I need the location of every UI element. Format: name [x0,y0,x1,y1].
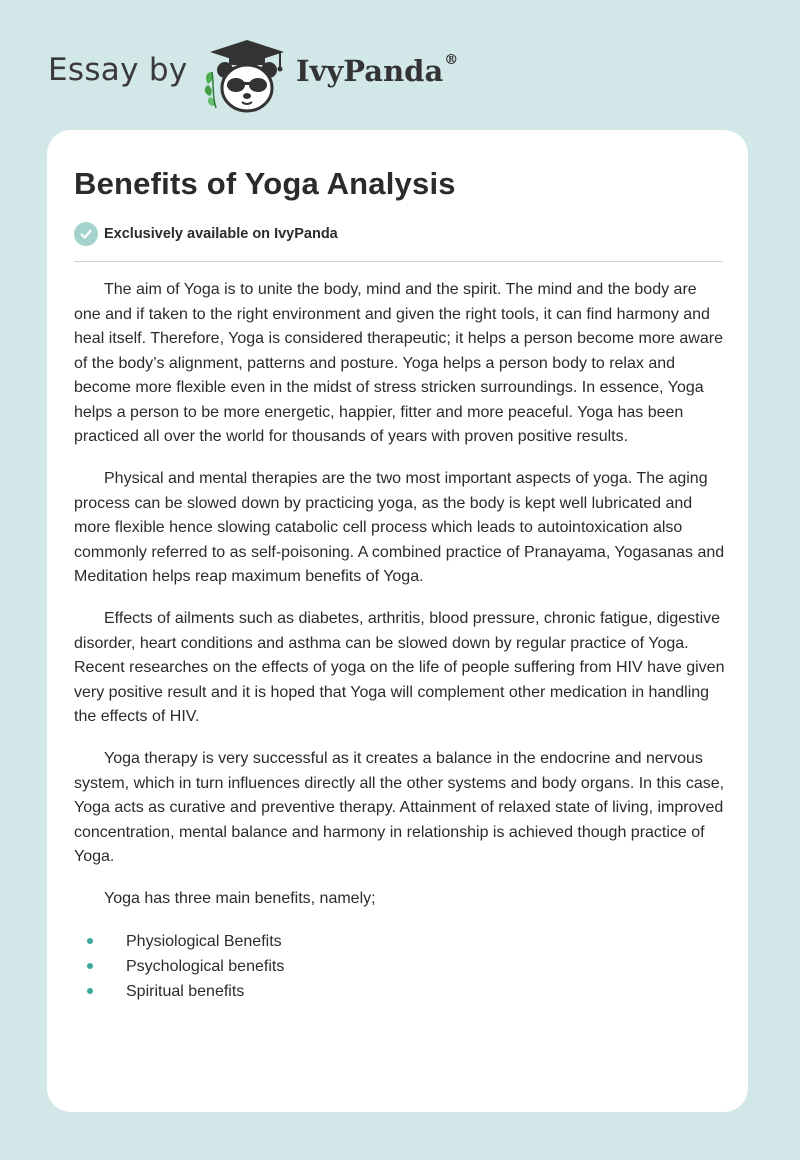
bullet-icon [87,988,93,994]
exclusive-badge [74,222,338,246]
benefits-list [74,929,726,1004]
list-item: Spiritual benefits [74,979,726,1004]
brand-name[interactable]: IvyPanda® [296,52,459,88]
paragraph: The aim of Yoga is to unite the body, mind and the spirit. The mind and the body are one and if taken to the right environment and given the right tools, it can find harmony and heal itself. Therefore, Yoga is considered therapeutic; it helps a person become more aware of the body’s alignment, patterns and posture. Yoga helps a person body to relax and become more flexible even in the midst of stress stricken surroundings. In essence, Yoga helps a person to be more energetic, happier, fitter and more peaceful. Yoga has been practiced all over the world for thousands of years with proven positive results. [74,281,723,445]
essay-by-label: Essay by [48,52,188,88]
page-title: Benefits of Yoga Analysis [74,166,456,201]
site-header [48,34,508,114]
paragraph: Physical and mental therapies are the two most important aspects of yoga. The aging process can be slowed down by practicing yoga, as the body is kept well lubricated and more flexible hence slowing catabolic cell process which leads to autointoxication also commonly referred to as self-poisoning. A combined practice of Pranayama, Yogasanas and Meditation helps reap maximum benefits of Yoga. [74,470,725,585]
paragraph: Effects of ailments such as diabetes, arthritis, blood pressure, chronic fatigue, digestive disorder, heart conditions and asthma can be slowed down by regular practice of Yoga. Recent researches on the effects of yoga on the life of people suffering from HIV have given very positive result and it is hoped that Yoga will complement other medication in handling the effects of HIV. [74,610,725,725]
list-item: Physiological Benefits [74,929,726,954]
essay-card [47,130,748,1112]
registered-mark: ® [444,52,459,69]
panda-logo-icon [202,38,292,114]
bullet-icon [87,963,93,969]
paragraph: Yoga has three main benefits, namely; [104,890,376,907]
divider [74,261,723,262]
essay-body [74,278,726,1004]
list-item: Psychological benefits [74,954,726,979]
check-icon [74,222,98,246]
bullet-icon [87,938,93,944]
exclusive-badge-label: Exclusively available on IvyPanda [104,226,338,242]
paragraph: Yoga therapy is very successful as it creates a balance in the endocrine and nervous system, which in turn influences directly all the other systems and body organs. In this case, Yoga acts as curative and preventive therapy. Attainment of relaxed state of living, improved concentration, mental balance and harmony in relationship is achieved though practice of Yoga. [74,750,725,865]
